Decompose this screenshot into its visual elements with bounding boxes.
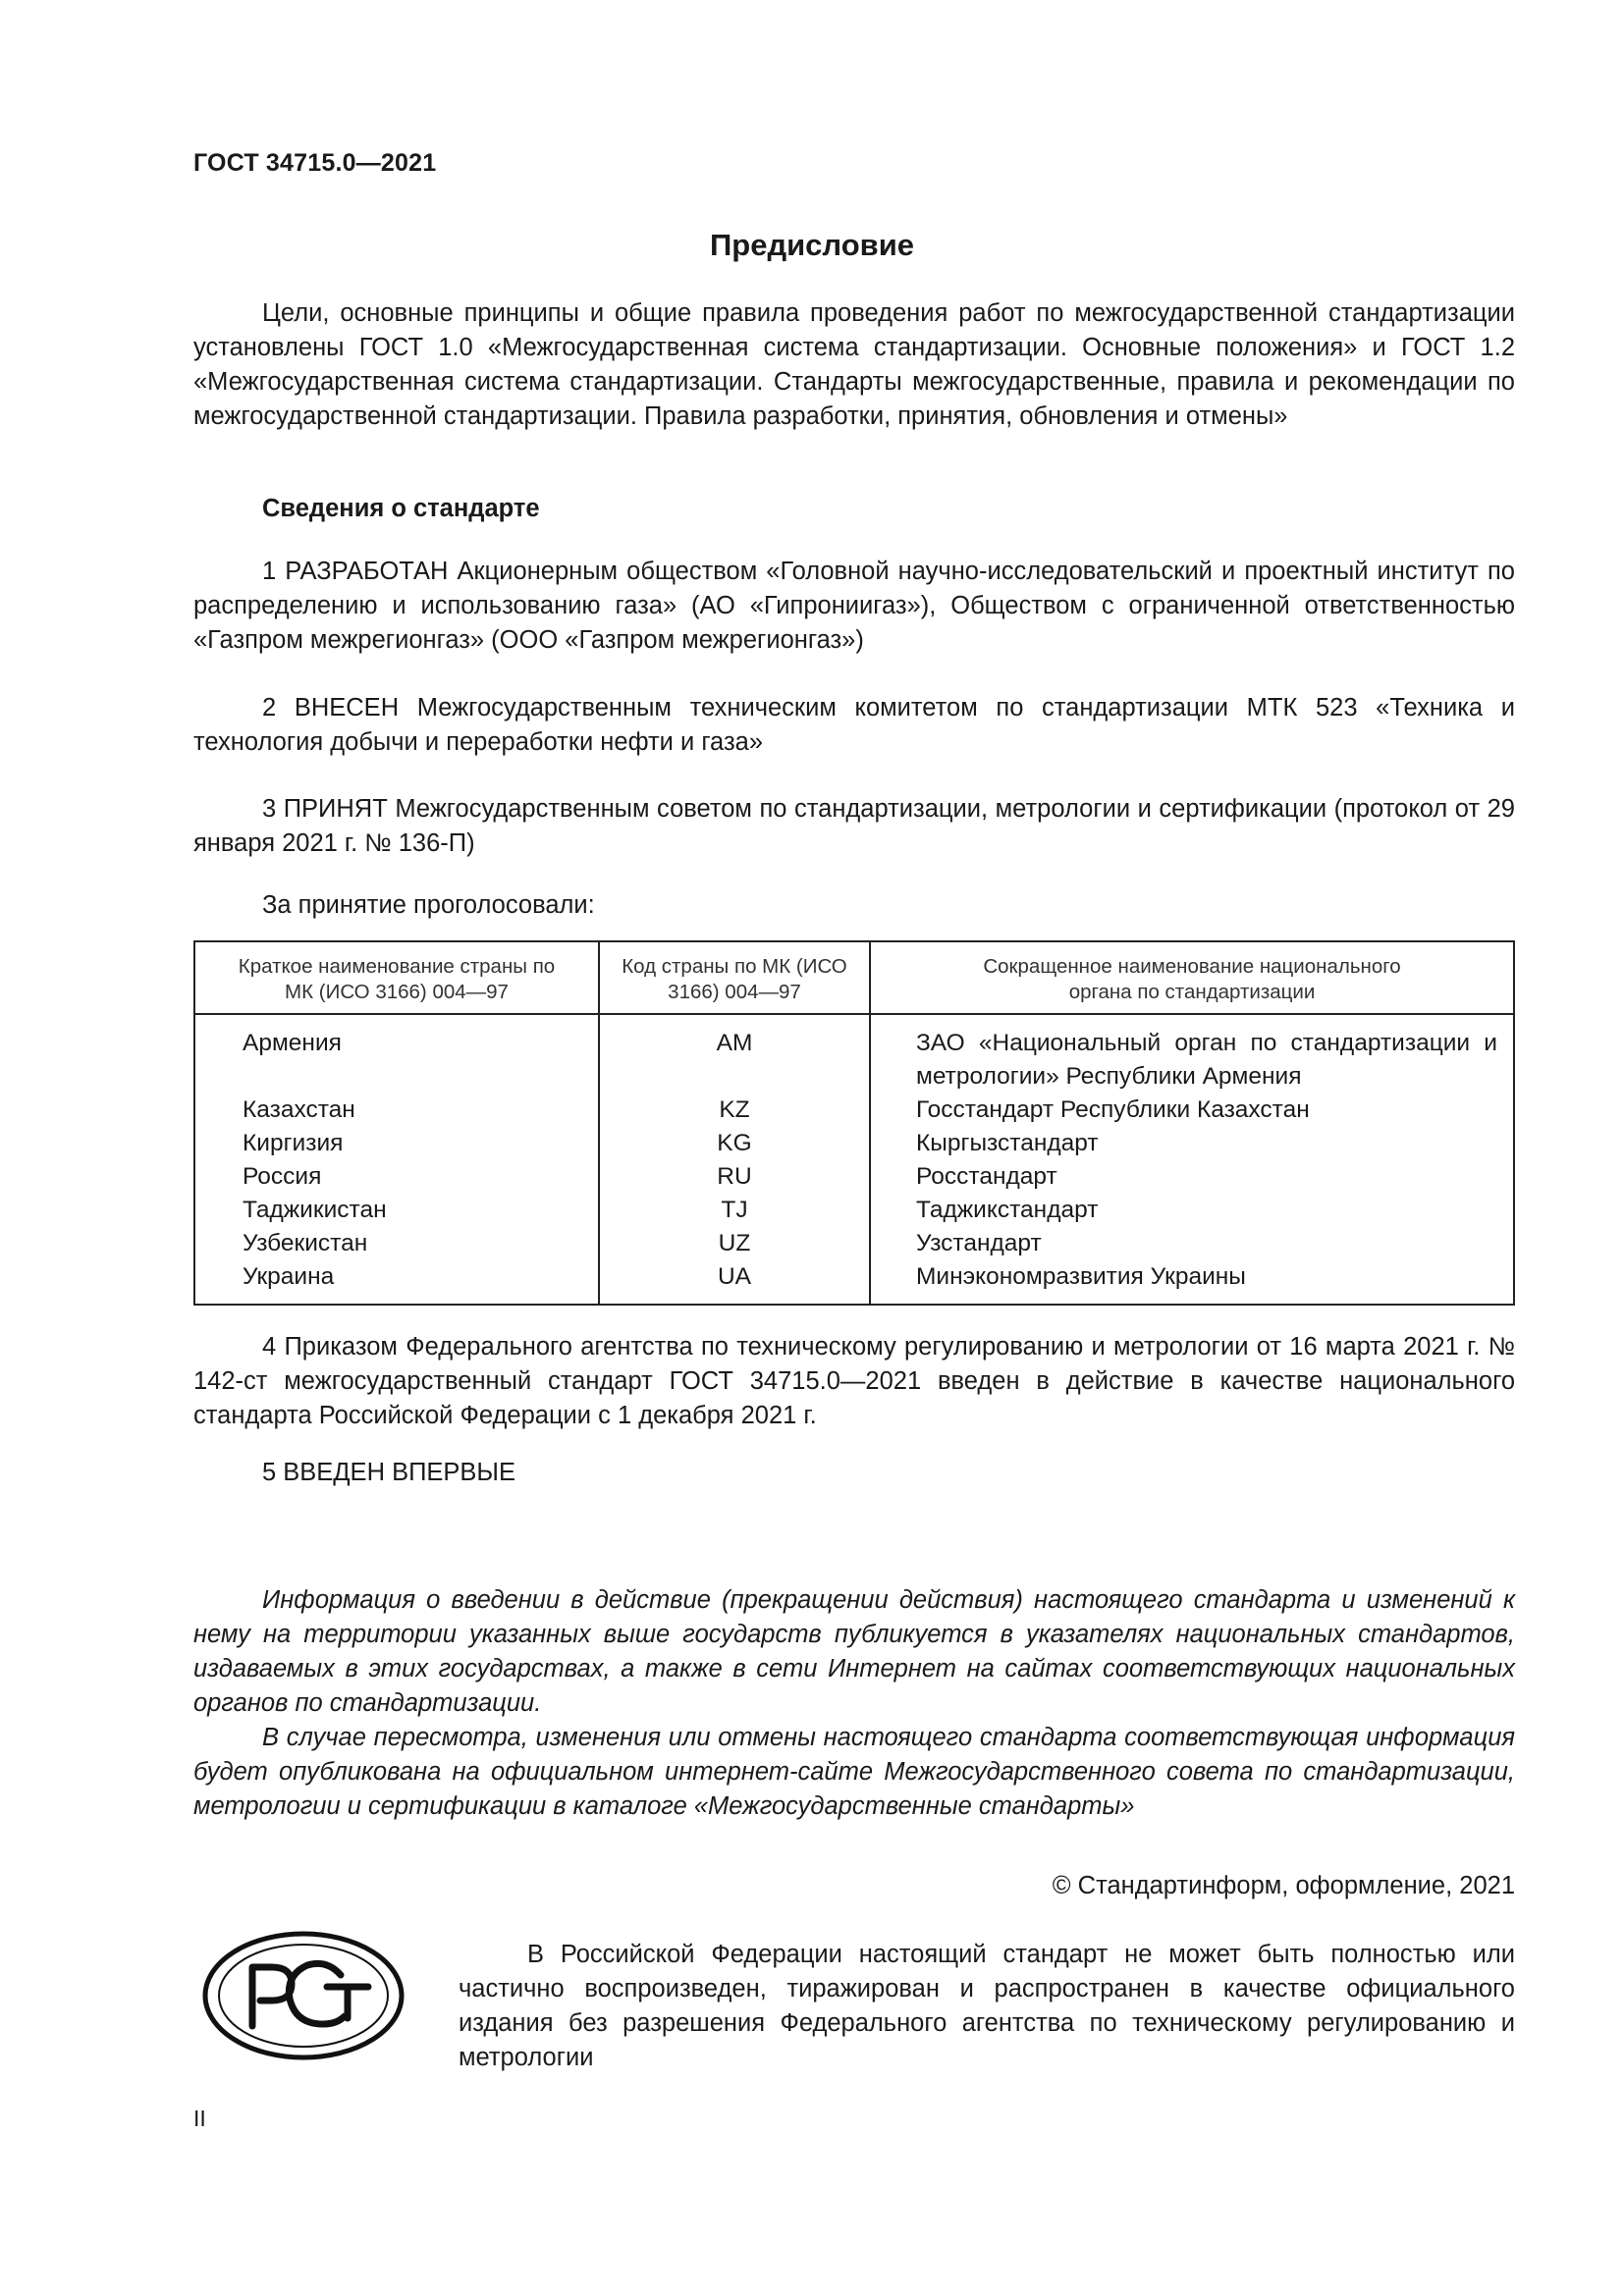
country-code: UZ [599, 1227, 870, 1260]
item-3-adopted: 3 ПРИНЯТ Межгосударственным советом по стандартизации, метрологии и сертификации (протокол от 29 января 2021 г. № 136-П) [193, 795, 1515, 857]
revision-info-paragraph: В случае пересмотра, изменения или отмены настоящего стандарта соответствующая информация будет опубликована на официальном интернет-сайте Межгосударственного совета по стандартизации, метрологии и сертификации в каталоге «Межгосударственные стандарты» [193, 1724, 1515, 1820]
standards-body: ЗАО «Национальный орган по стандартизации и метрологии» Республики Армения [870, 1014, 1514, 1094]
standards-body: Узстандарт [870, 1227, 1514, 1260]
country-name: Армения [243, 1030, 342, 1056]
header-country-name: Краткое наименование страны по МК (ИСО 3166) 004—97 [194, 941, 599, 1014]
item-1-developed: 1 РАЗРАБОТАН Акционерным обществом «Головной научно-исследовательский и проектный институт по распределению и использованию газа» (АО «Гипрониигаз»), Обществом с ограниченной ответственностью «Газпром межрегионгаз» (ООО «Газпром межрегионгаз») [193, 558, 1515, 654]
standards-body: Таджикстандарт [870, 1194, 1514, 1227]
country-code: KG [599, 1127, 870, 1160]
country-code: KZ [599, 1094, 870, 1127]
country-code: RU [599, 1160, 870, 1194]
table-row [194, 1260, 1514, 1305]
implementation-info-paragraph: Информация о введении в действие (прекращении действия) настоящего стандарта и изменений к нему на территории указанных выше государств публикуется в указателях национальных стандартов, издаваемых в этих государствах, а также в сети Интернет на сайтах соответствующих национальных органов по стандартизации. [193, 1586, 1515, 1717]
intro-paragraph: Цели, основные принципы и общие правила проведения работ по межгосударственной стандартизации установлены ГОСТ 1.0 «Межгосударственная система стандартизации. Основные положения» и ГОСТ 1.2 «Межгосударственная система стандартизации. Стандарты межгосударственные, правила и рекомендации по межгосударственной стандартизации. Правила разработки, принятия, обновления и отмены» [193, 299, 1515, 430]
table-header-row [194, 941, 1514, 1014]
country-name: Казахстан [243, 1096, 355, 1123]
country-name: Узбекистан [243, 1230, 368, 1256]
legal-notice: В Российской Федерации настоящий стандарт не может быть полностью или частично воспроизведен, тиражирован и распространен в качестве официального издания без разрешения Федерального агентства по техническому регулированию и метрологии [459, 1941, 1515, 2071]
header-standards-body: Сокращенное наименование национального органа по стандартизации [870, 941, 1514, 1014]
page-title: Предисловие [709, 228, 914, 262]
item-5-first-introduced: 5 ВВЕДЕН ВПЕРВЫЕ [262, 1459, 516, 1486]
item-2-introduced: 2 ВНЕСЕН Межгосударственным техническим комитетом по стандартизации МТК 523 «Техника и технология добычи и переработки нефти и газа» [193, 694, 1515, 756]
table-row [194, 1194, 1514, 1227]
copyright-notice: © Стандартинформ, оформление, 2021 [1052, 1872, 1515, 1899]
country-code: AM [599, 1014, 870, 1094]
header-country-code: Код страны по МК (ИСО 3166) 004—97 [599, 941, 870, 1014]
country-code: TJ [599, 1194, 870, 1227]
standards-body: Госстандарт Республики Казахстан [870, 1094, 1514, 1127]
standards-body: Росстандарт [870, 1160, 1514, 1194]
table-row [194, 1127, 1514, 1160]
standard-code-header: ГОСТ 34715.0—2021 [193, 149, 437, 177]
country-name: Киргизия [243, 1130, 344, 1156]
table-row [194, 1094, 1514, 1127]
voting-countries-table [193, 940, 1515, 1306]
rst-certification-mark-icon [201, 1930, 406, 2061]
country-code: UA [599, 1260, 870, 1305]
country-name: Россия [243, 1163, 322, 1190]
country-name: Украина [243, 1263, 335, 1290]
section-heading: Сведения о стандарте [262, 495, 540, 522]
standards-body: Кыргызстандарт [870, 1127, 1514, 1160]
standards-body: Минэкономразвития Украины [870, 1260, 1514, 1305]
table-row [194, 1227, 1514, 1260]
country-name: Таджикистан [243, 1197, 387, 1223]
page-number: II [193, 2106, 206, 2131]
implementation-info-block [193, 1583, 1515, 1824]
table-row [194, 1160, 1514, 1194]
table-row [194, 1014, 1514, 1094]
vote-label: За принятие проголосовали: [262, 891, 595, 919]
item-4-order: 4 Приказом Федерального агентства по техническому регулированию и метрологии от 16 марта 2021 г. № 142-ст межгосударственный стандарт ГОСТ 34715.0—2021 введен в действие в качестве национального стандарта Российской Федерации с 1 декабря 2021 г. [193, 1333, 1515, 1429]
